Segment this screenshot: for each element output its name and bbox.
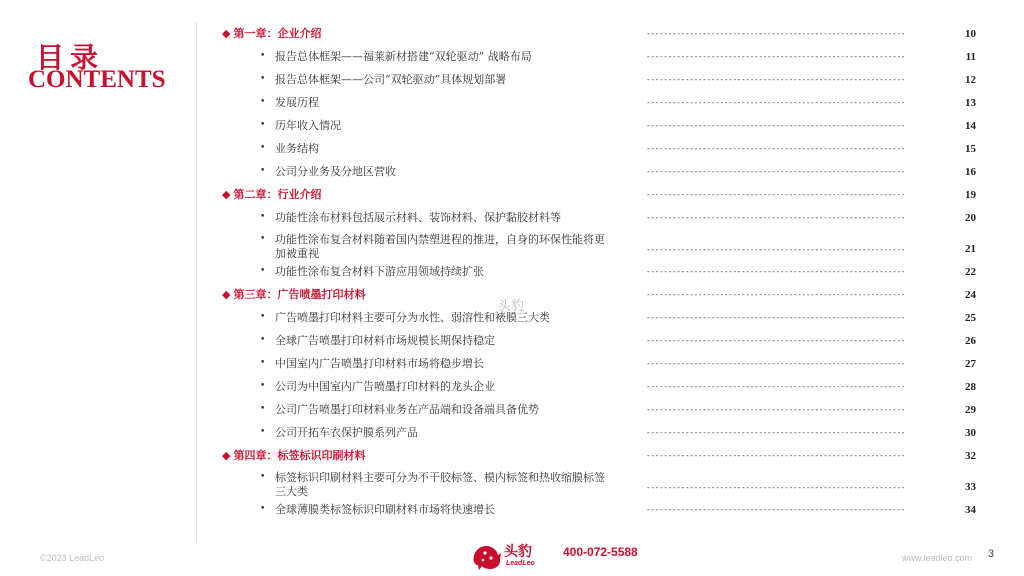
toc-title-chinese: 目录 — [36, 41, 105, 74]
dot-leader: ------------------------------------------------------------ — [646, 483, 905, 492]
toc-item-row — [222, 233, 982, 264]
toc-item-title: 公司广告喷墨打印材料业务在产品端和设备端具备优势 — [275, 403, 539, 416]
toc-item-title: 功能性涂布材料包括展示材料、装饰材料、保护黏胶材料等 — [275, 211, 561, 224]
toc-item-row — [222, 471, 982, 502]
toc-page-number: 29 — [965, 404, 976, 416]
bullet-icon: • — [260, 212, 266, 222]
toc-item-row — [222, 502, 982, 525]
page-number: 3 — [987, 548, 994, 560]
toc-page-number: 21 — [965, 243, 976, 255]
toc-chapter-label — [222, 27, 321, 41]
bullet-icon: • — [260, 312, 266, 322]
bullet-icon: • — [260, 74, 266, 84]
dot-leader: ------------------------------------------------------------ — [646, 313, 905, 322]
vertical-divider — [196, 22, 197, 542]
toc-page-number: 20 — [965, 212, 976, 224]
toc-page-number: 25 — [965, 312, 976, 324]
dot-leader: ------------------------------------------------------------ — [646, 167, 905, 176]
toc-item-title: 历年收入情况 — [275, 119, 341, 132]
bullet-icon: • — [260, 120, 266, 130]
bullet-icon: • — [260, 381, 266, 391]
toc-page-number: 13 — [965, 97, 976, 109]
toc-item-title: 全球广告喷墨打印材料市场规模长期保持稳定 — [275, 334, 495, 347]
dot-leader: ------------------------------------------------------------ — [646, 336, 905, 345]
toc-chapter-title: 第一章：企业介绍 — [233, 27, 322, 40]
toc-page-number: 34 — [965, 504, 976, 516]
toc-item-title: 业务结构 — [275, 142, 319, 155]
toc-item-title: 功能性涂布复合材料下游应用领域持续扩张 — [275, 265, 484, 278]
toc-item-row — [222, 95, 982, 118]
toc-page-number: 16 — [965, 166, 976, 178]
dot-leader: ------------------------------------------------------------ — [646, 405, 905, 414]
bullet-icon: • — [260, 234, 266, 244]
toc-item-title: 功能性涂布复合材料随着国内禁塑进程的推进，自身的环保性能将更加被重视 — [275, 233, 605, 260]
contact-phone: 400-072-5588 — [563, 545, 638, 559]
diamond-icon: ◆ — [222, 288, 231, 301]
toc-item-row — [222, 425, 982, 448]
dot-leader: ------------------------------------------------------------ — [646, 267, 905, 276]
bullet-icon: • — [260, 472, 266, 482]
toc-item-row — [222, 210, 982, 233]
bullet-icon: • — [260, 97, 266, 107]
toc-item-title: 公司开拓车衣保护膜系列产品 — [275, 426, 418, 439]
toc-chapter-label — [222, 288, 365, 302]
toc-item-title: 标签标识印刷材料主要可分为不干胶标签、模内标签和热收缩膜标签三大类 — [275, 471, 605, 498]
bullet-icon: • — [260, 335, 266, 345]
dot-leader: ------------------------------------------------------------ — [646, 190, 905, 199]
toc-chapter-label — [222, 188, 321, 202]
toc-page-number: 15 — [965, 143, 976, 155]
bullet-icon: • — [260, 504, 266, 514]
toc-item-row — [222, 72, 982, 95]
footer-website: www.leadleo.com — [901, 553, 972, 563]
toc-item-title: 报告总体框架——公司“双轮驱动”具体规划部署 — [275, 73, 507, 86]
dot-leader: ------------------------------------------------------------ — [646, 290, 905, 299]
diamond-icon: ◆ — [222, 449, 231, 462]
dot-leader: ------------------------------------------------------------ — [646, 144, 905, 153]
dot-leader: ------------------------------------------------------------ — [646, 428, 905, 437]
toc-chapter-row — [222, 187, 982, 210]
toc-chapter-row — [222, 448, 982, 471]
toc-chapter-row — [222, 26, 982, 49]
toc-item-row — [222, 264, 982, 287]
toc-chapter-row — [222, 287, 982, 310]
dot-leader: ------------------------------------------------------------ — [646, 98, 905, 107]
dot-leader: ------------------------------------------------------------ — [646, 121, 905, 130]
bullet-icon: • — [260, 143, 266, 153]
bullet-icon: • — [260, 51, 266, 61]
toc-item-title: 报告总体框架——福莱新材搭建“双轮驱动” 战略布局 — [275, 50, 532, 63]
toc-item-title: 广告喷墨打印材料主要可分为水性、弱溶性和裱膜三大类 — [275, 311, 550, 324]
dot-leader: ------------------------------------------------------------ — [646, 382, 905, 391]
toc-page-number: 26 — [965, 335, 976, 347]
dot-leader: ------------------------------------------------------------ — [646, 52, 905, 61]
dot-leader: ------------------------------------------------------------ — [646, 245, 905, 254]
toc-page-number: 14 — [965, 120, 976, 132]
bullet-icon: • — [260, 266, 266, 276]
toc-page-number: 10 — [965, 28, 976, 40]
toc-item-title: 中国室内广告喷墨打印材料市场将稳步增长 — [275, 357, 484, 370]
dot-leader: ------------------------------------------------------------ — [646, 29, 905, 38]
toc-chapter-title: 第四章：标签标识印刷材料 — [233, 449, 366, 462]
diamond-icon: ◆ — [222, 188, 231, 201]
toc-title-english: CONTENTS — [28, 66, 166, 93]
toc-item-title: 发展历程 — [275, 96, 319, 109]
toc-item-row — [222, 310, 982, 333]
toc-page-number: 12 — [965, 74, 976, 86]
toc-page-number: 11 — [965, 51, 976, 63]
toc-page-number: 30 — [965, 427, 976, 439]
toc-item-row — [222, 356, 982, 379]
dot-leader: ------------------------------------------------------------ — [646, 451, 905, 460]
bullet-icon: • — [260, 166, 266, 176]
bullet-icon: • — [260, 404, 266, 414]
diamond-icon: ◆ — [222, 27, 231, 40]
toc-item-row — [222, 49, 982, 72]
toc-item-title: 全球薄膜类标签标识印刷材料市场将快速增长 — [275, 503, 495, 516]
toc-chapter-label — [222, 449, 365, 463]
brand-name-english: LeadLeo — [506, 560, 535, 567]
dot-leader: ------------------------------------------------------------ — [646, 213, 905, 222]
toc-page-number: 28 — [965, 381, 976, 393]
toc-item-row — [222, 333, 982, 356]
toc-item-row — [222, 379, 982, 402]
dot-leader: ------------------------------------------------------------ — [646, 505, 905, 514]
toc-item-row — [222, 141, 982, 164]
toc-item-row — [222, 402, 982, 425]
toc-item-row — [222, 164, 982, 187]
footer-copyright: ©2023 LeadLeo — [40, 553, 105, 563]
toc-item-row — [222, 118, 982, 141]
watermark: 头豹 — [498, 299, 525, 314]
toc-page-number: 32 — [965, 450, 976, 462]
bullet-icon: • — [260, 358, 266, 368]
brand-name-chinese: 头豹 — [504, 544, 532, 560]
toc-page-number: 27 — [965, 358, 976, 370]
toc-chapter-title: 第二章：行业介绍 — [233, 188, 322, 201]
toc-chapter-title: 第三章：广告喷墨打印材料 — [233, 288, 366, 301]
dot-leader: ------------------------------------------------------------ — [646, 359, 905, 368]
bullet-icon: • — [260, 427, 266, 437]
toc-page-number: 24 — [965, 289, 976, 301]
toc-item-title: 公司分业务及分地区营收 — [275, 165, 396, 178]
dot-leader: ------------------------------------------------------------ — [646, 75, 905, 84]
toc-page-number: 33 — [965, 481, 976, 493]
toc-page-number: 19 — [965, 189, 976, 201]
toc-item-title: 公司为中国室内广告喷墨打印材料的龙头企业 — [275, 380, 495, 393]
toc-page-number: 22 — [965, 266, 976, 278]
